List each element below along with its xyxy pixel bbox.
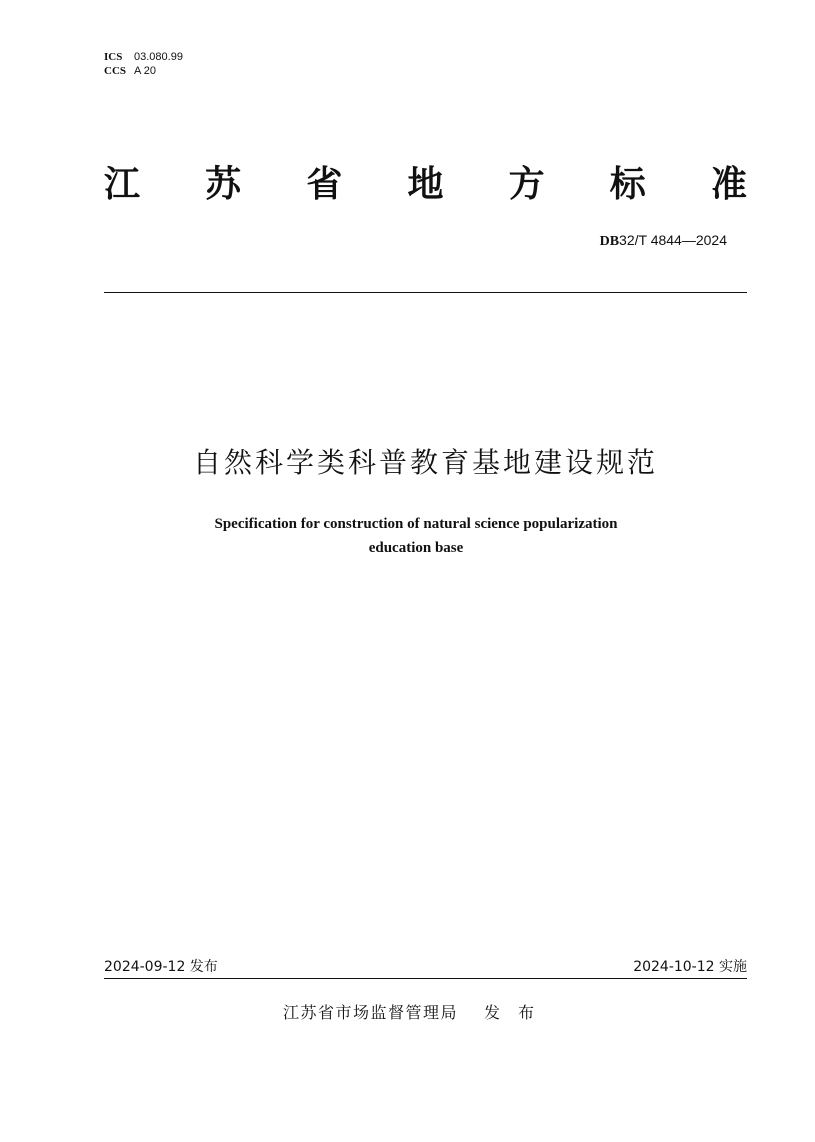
- top-divider: [104, 292, 747, 293]
- ics-code: [104, 50, 183, 64]
- standard-number-prefix: DB: [599, 234, 620, 249]
- ccs-value: A 20: [134, 65, 157, 77]
- heading-char: 方: [508, 164, 545, 205]
- english-title-line-1: Specification for construction of natural science popularization: [214, 516, 618, 532]
- english-title-line-2: education base: [368, 540, 464, 556]
- heading-char: 江: [104, 164, 141, 205]
- publisher-line: [283, 1002, 552, 1024]
- document-title-english: [104, 512, 728, 560]
- publisher-name: 江苏省市场监督管理局: [283, 1003, 459, 1022]
- heading-char: 标: [609, 164, 646, 205]
- ccs-label: CCS: [104, 65, 127, 77]
- heading-char: 苏: [205, 164, 242, 205]
- heading-char: 省: [306, 164, 343, 205]
- issue-date: 2024-09-12 发布: [104, 959, 218, 975]
- ics-label: ICS: [104, 51, 123, 63]
- standard-number: [600, 231, 727, 251]
- bottom-divider: [104, 978, 747, 979]
- standard-type-heading: [104, 160, 747, 210]
- heading-char: 准: [710, 164, 747, 205]
- standard-number-code: 32/T 4844—2024: [619, 232, 727, 248]
- ccs-code: [104, 64, 183, 78]
- publisher-action: 发布: [484, 1003, 553, 1022]
- implementation-date: 2024-10-12 实施: [633, 959, 747, 975]
- ics-value: 03.080.99: [134, 51, 183, 63]
- heading-char: 地: [407, 164, 444, 205]
- classification-codes: [104, 50, 183, 78]
- document-title-chinese: 自然科学类科普教育基地建设规范: [192, 446, 658, 479]
- date-row: [104, 957, 747, 977]
